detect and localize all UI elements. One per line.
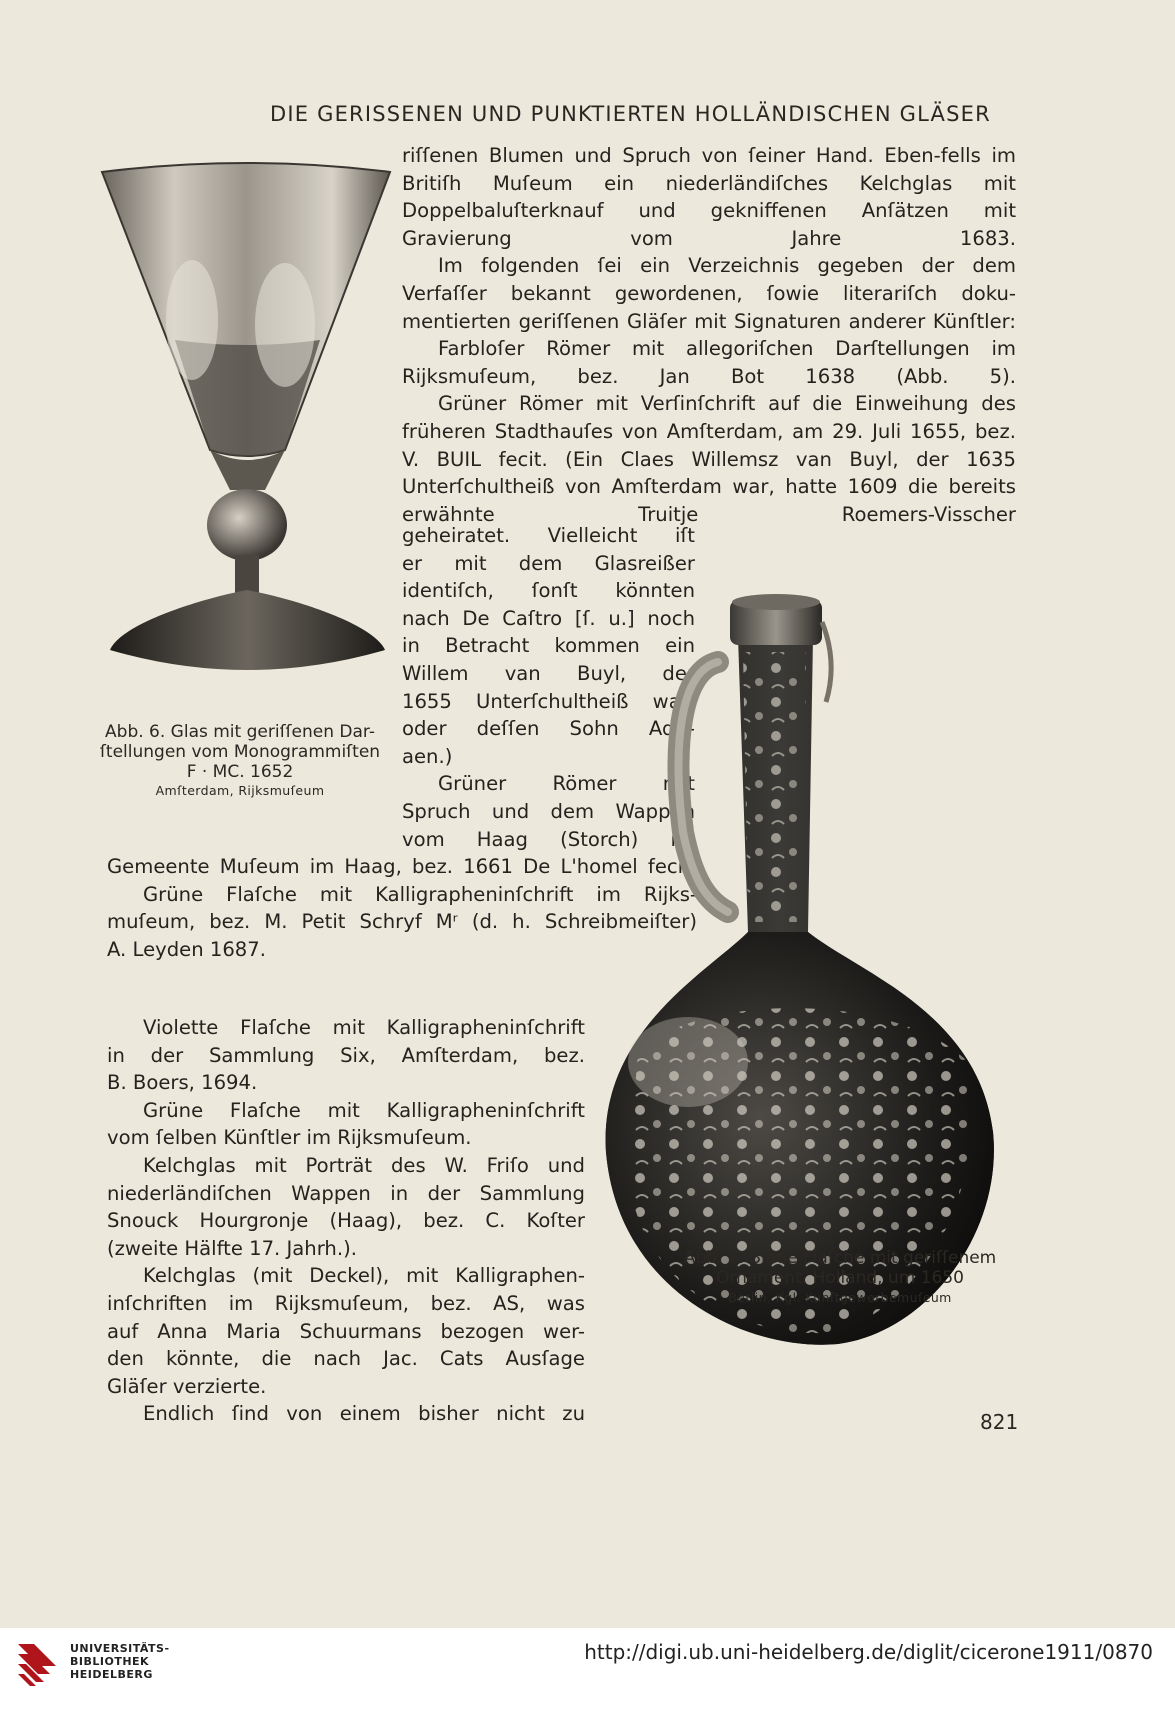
text-line: Willem van Buyl, der	[402, 661, 695, 685]
text-line: Gläſer verzierte.	[107, 1374, 267, 1398]
text-line: geheiratet. Vielleicht iſt	[402, 524, 695, 547]
page-number: 821	[980, 1410, 1019, 1434]
text-line: vom ſelben Künſtler im Rijksmuſeum.	[107, 1126, 472, 1150]
text-line: Grüne Flaſche mit Kalligrapheninſchrift im Rijks-	[143, 882, 697, 906]
figure-7-bottle-image	[598, 592, 1078, 1352]
paragraph-continued: riſſenen Blumen und Spruch von ſeiner Hand. Eben-fells im Britiſh Muſeum ein niederländiſches Kelchglas mit Doppelbaluſterknauf und gekniffenen Anſätzen mit Gravierung vom Jahre 1683.	[402, 144, 1016, 250]
text-line: identiſch, ſonſt könnten	[402, 579, 695, 603]
text-line: 1655 Unterſchultheiß war,	[402, 689, 695, 713]
text-block-top	[402, 142, 1016, 528]
text-line: niederländiſchen Wappen in der Sammlung	[107, 1181, 585, 1205]
text-line: Kelchglas mit Porträt des W. Friſo und	[143, 1153, 585, 1177]
text-line: Kelchglas (mit Deckel), mit Kalligraphen-	[143, 1264, 585, 1288]
text-line: auf Anna Maria Schuurmans bezogen wer-	[107, 1319, 585, 1343]
figure-6-goblet-image	[100, 150, 395, 685]
paragraph-roemer-2: Grüner Römer mit Verſinſchrift auf die Einweihung des früheren Stadthauſes von Amſterdam, am 29. Juli 1655, bez. V. BUIL fecit. (Ein Claes Willemsz van Buyl, der 1635 Unterſchultheiß von Amſterdam war, hatte 1609 die bereits erwähnte Truitje Roemers-Visscher	[402, 392, 1016, 526]
running-header: DIE GERISSENEN UND PUNKTIERTEN HOLLÄNDISCHEN GLÄSER	[270, 102, 991, 126]
text-line: den könnte, die nach Jac. Cats Ausſage	[107, 1347, 585, 1371]
paragraph-register: Im folgenden ſei ein Verzeichnis gegeben der dem Verfaſſer bekannt gewordenen, ſowie literariſch doku-mentierten geriſſenen Gläſer mit Signaturen anderer Künſtler:	[402, 254, 1016, 333]
text-line: (zweite Hälfte 17. Jahrh.).	[107, 1236, 357, 1260]
text-line: er mit dem Glasreißer	[402, 551, 695, 575]
text-line: Endlich ſind von einem bisher nicht zu	[143, 1402, 585, 1426]
text-block-lower-narrow	[107, 1014, 585, 1428]
source-url-link[interactable]: http://digi.ub.uni-heidelberg.de/diglit/cicerone1911/0870	[584, 1640, 1153, 1664]
text-line: B. Boers, 1694.	[107, 1071, 258, 1095]
text-line: muſeum, bez. M. Petit Schryf Mʳ (d. h. Schreibmeiſter)	[107, 910, 697, 934]
text-line: in Betracht kommen ein	[402, 634, 695, 658]
text-line: in der Sammlung Six, Amſterdam, bez.	[107, 1043, 585, 1067]
text-line: A. Leyden 1687.	[107, 937, 266, 961]
text-line: Snouck Hourgronje (Haag), bez. C. Koſter	[107, 1209, 585, 1233]
text-line: nach De Caſtro [ſ. u.] noch	[402, 606, 695, 630]
text-line: vom Haag (Storch) im	[402, 827, 695, 851]
text-line: Violette Flaſche mit Kalligrapheninſchrift	[143, 1016, 585, 1039]
text-line: Gemeente Muſeum im Haag, bez. 1661 De L'homel fecit.	[107, 855, 697, 878]
figure-6-caption: Abb. 6. Glas mit geriſſenen Dar- ſtellungen vom Monogrammiſten F · MC. 1652 Amſterdam, Rijksmuſeum	[99, 722, 381, 798]
library-name: UNIVERSITÄTS- BIBLIOTHEK HEIDELBERG	[70, 1642, 170, 1681]
text-line: inſchriften im Rijksmuſeum, bez. AS, was	[107, 1291, 585, 1315]
text-line: Spruch und dem Wappen	[402, 799, 695, 823]
library-logo-icon	[14, 1640, 60, 1690]
text-line: oder deſſen Sohn Adri-	[402, 717, 695, 741]
text-line: Grüner Römer mit	[438, 772, 695, 796]
paragraph-roemer-1: Farbloſer Römer mit allegoriſchen Darſtellungen im Rijksmuſeum, bez. Jan Bot 1638 (Abb. 5).	[402, 337, 1016, 388]
figure-7-caption: Abb. 7. Blaue Flaſche mit geriſſenem Ornament. Holland, um 1650 Berlin, Kgl. Kunſtgewerbemuſeum	[683, 1248, 997, 1305]
text-line: aen.)	[402, 744, 453, 768]
text-line: Grüne Flaſche mit Kalligrapheninſchrift	[143, 1098, 585, 1122]
